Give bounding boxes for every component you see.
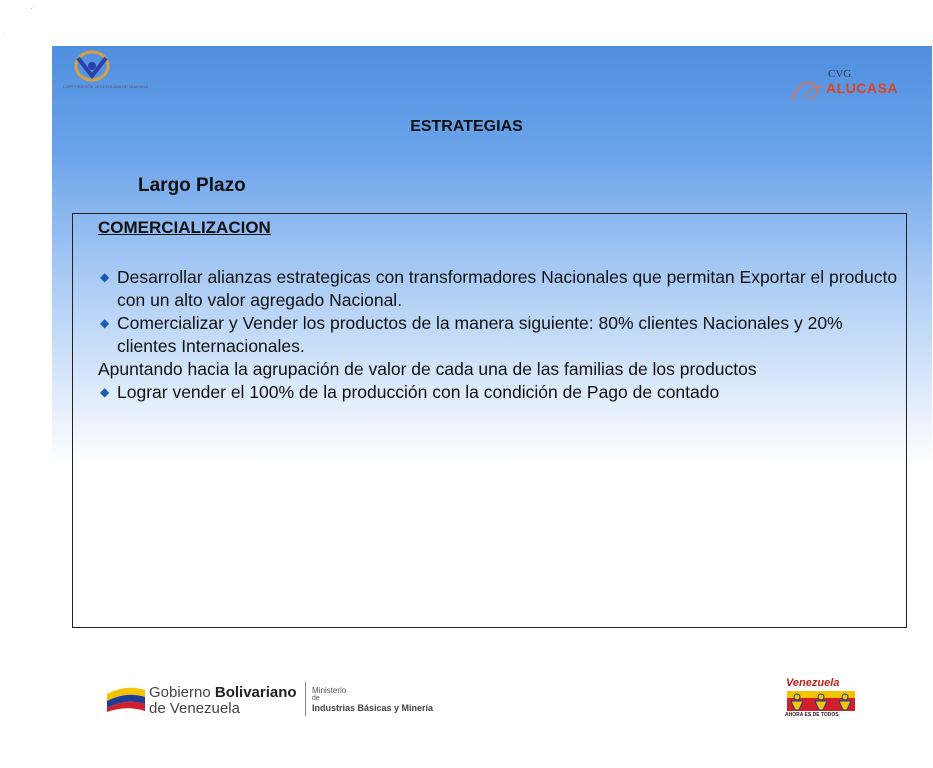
alucasa-cvg-label: CVG xyxy=(828,68,852,80)
list-item-text: Lograr vender el 100% de la producción con la condición de Pago de contado xyxy=(117,382,720,402)
gob-line-2: de Venezuela xyxy=(149,700,240,717)
list-item xyxy=(98,266,906,312)
venezuela-tagline: AHORA ES DE TODOS xyxy=(785,712,839,718)
alucasa-brand: ALUCASA xyxy=(826,80,898,96)
bullet-icon: ◆ xyxy=(100,385,110,399)
bullet-icon: ◆ xyxy=(100,316,110,330)
section-title: COMERCIALIZACION xyxy=(98,218,271,237)
venezuela-flag-icon xyxy=(107,684,145,712)
list-note: Apuntando hacia la agrupación de valor de cada una de las familias de los productos xyxy=(98,359,757,379)
people-icon xyxy=(787,691,855,711)
scan-artifact-2: · xyxy=(3,30,6,39)
scan-artifact: ·˙ xyxy=(30,4,36,13)
footer-venezuela-logo xyxy=(783,677,863,722)
cvg-logo xyxy=(58,50,148,100)
venezuela-title: Venezuela xyxy=(786,677,840,689)
bullet-icon: ◆ xyxy=(100,270,110,284)
content-body xyxy=(98,266,906,404)
page-title: ESTRATEGIAS xyxy=(410,118,523,135)
list-item-text: Comercializar y Vender los productos de la manera siguiente: 80% clientes Nacionales y 20% clientes Internacionales. xyxy=(117,313,843,356)
list-item xyxy=(98,381,906,404)
gob-line-1: Gobierno Bolivariano xyxy=(149,684,297,701)
list-item xyxy=(98,312,906,358)
footer-divider xyxy=(305,682,306,716)
footer-government-logo xyxy=(107,682,467,722)
ministry-line-3: Industrias Básicas y Minería xyxy=(312,703,434,713)
list-item-text: Desarrollar alianzas estrategicas con transformadores Nacionales que permitan Exportar el producto con un alto valor agregado Nacional. xyxy=(117,267,898,310)
corporation-caption: CORPORACIÓN VENEZOLANA DE GUAYANA xyxy=(63,84,148,89)
ministry-line-1: Ministerio xyxy=(312,686,347,695)
ministry-line-2: de xyxy=(312,695,320,702)
page-subtitle: Largo Plazo xyxy=(138,175,246,196)
